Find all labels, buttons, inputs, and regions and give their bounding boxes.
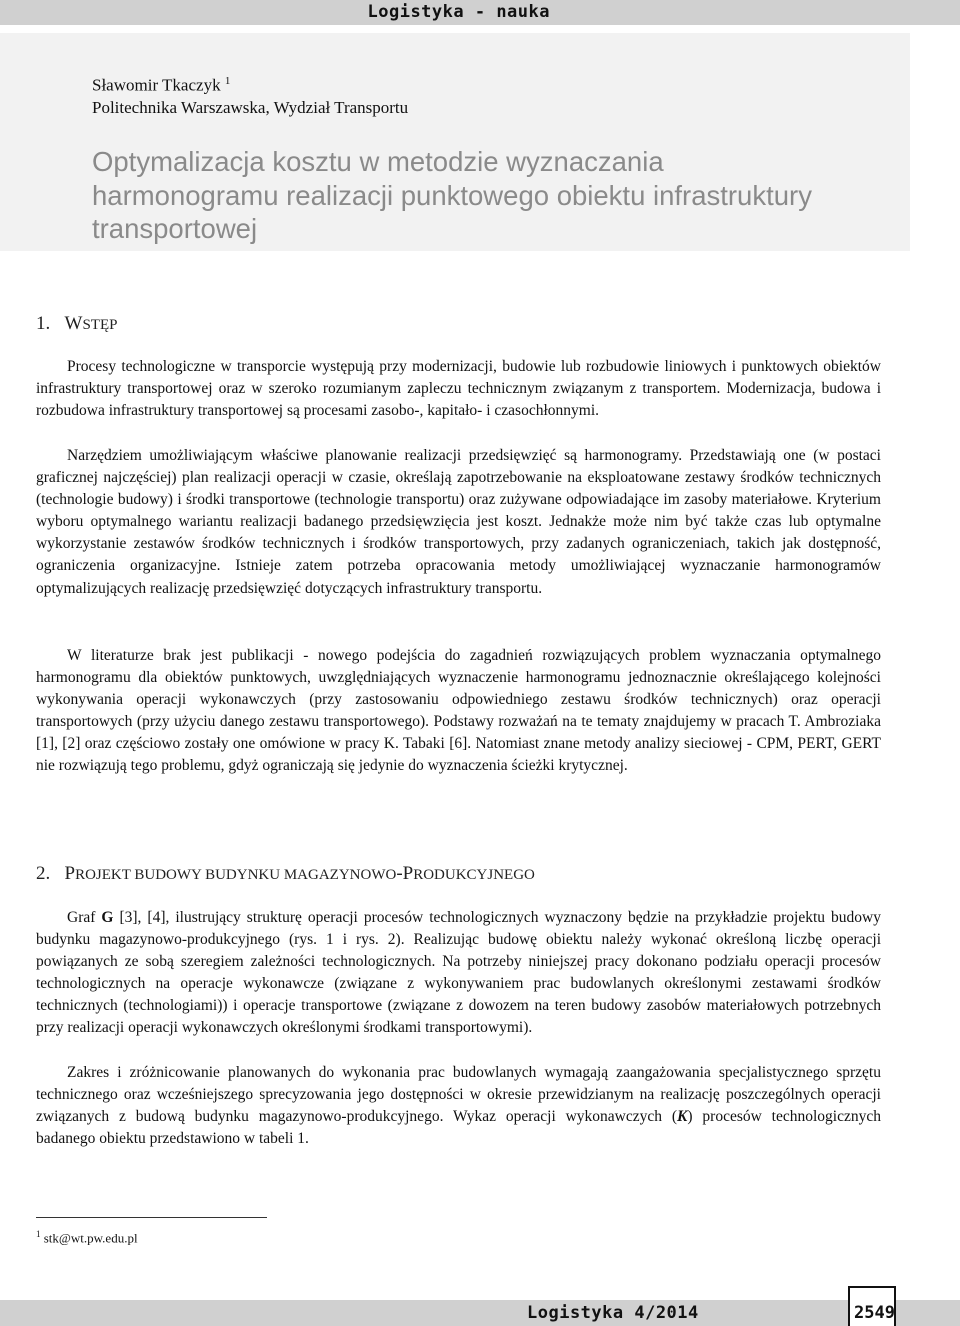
title-line-2: harmonogramu realizacji punktowego obiektu infrastruktury xyxy=(92,179,812,211)
section-1-paragraph-2: Narzędziem umożliwiającym właściwe planowanie realizacji przedsięwzięć są harmonogramy. Przedstawiają one (w postaci graficznej najczęściej) plan realizacji operacji w czasie, określają zapotrzebowanie na eksploatowane zestawy środków technicznych (technologie budowy) i środki transportowe (technologie transportu) oraz zużywane odpowiadające im zasoby materiałowe. Kryterium wyboru optymalnego wariantu realizacji badanego przedsięwzięcia jest koszt. Jednakże może nim być także czas lub optymalne wykorzystanie zestawów środków technicznych i środków transportowych, przy zadanych ograniczeniach, takich jak dostępność, ograniczenia organizacyjne. Istnieje zatem potrzeba opracowania metody umożliwiającej wyznaczanie harmonogramów optymalizujących realizację przedsięwzięć dotyczących infrastruktury transportu. xyxy=(36,447,881,597)
author-footnote-ref: 1 xyxy=(224,75,231,87)
p1-start: Graf xyxy=(67,909,102,926)
section-2-paragraph-2 xyxy=(36,1062,881,1150)
author-block xyxy=(92,70,408,119)
section-2-heading xyxy=(36,863,535,885)
footnote-separator xyxy=(36,1217,267,1218)
title-line-3: transportowej xyxy=(92,213,258,244)
p2-start: Zakres i zróżnicowanie planowanych do wykonania prac budowlanych wymagają zaangażowania specjalistycznego sprzętu technicznego oraz wcześniejszego sprecyzowania jego dostępności w okresie przewidzianym na realizację poszczególnych operacji związanych z budową budynku magazynowo-produkcyjnego. Wykaz operacji wykonawczych ( xyxy=(36,1064,881,1126)
journal-issue: Logistyka 4/2014 xyxy=(527,1303,699,1323)
article-title xyxy=(92,145,892,246)
graph-symbol-g: G xyxy=(101,909,114,926)
section-2-heading-part-2: RODUKCYJNEGO xyxy=(413,867,535,883)
author-affiliation: Politechnika Warszawska, Wydział Transportu xyxy=(92,97,409,117)
section-1-heading-initial: W xyxy=(64,313,83,334)
section-2-heading-part-1: ROJEKT BUDOWY BUDYNKU MAGAZYNOWO xyxy=(75,867,397,883)
author-name: Sławomir Tkaczyk xyxy=(92,75,221,95)
section-2-heading-initial: P xyxy=(64,863,76,884)
journal-header-bar xyxy=(0,0,960,25)
section-1-heading-rest: STĘP xyxy=(82,317,118,333)
journal-footer-bar xyxy=(0,1300,960,1326)
section-1-paragraph-3: W literaturze brak jest publikacji - nowego podejścia do zagadnień rozwiązujących problem wyznaczania optymalnego harmonogramu dla obiektów punktowych, uwzględniających wyznaczenie harmonogramu jednoznacznie określającego kolejności wykonywania operacji wykonawczych (przy zastosowaniu odpowiedniego zestawu środków technicznych) oraz operacji transportowych (przy użyciu danego zestawu transportowego). Podstawy rozważań na te tematy znajdujemy w pracach T. Ambroziaka [1], [2] oraz częściowo zostały one omówione w pracy K. Tabaki [6]. Natomiast znane metody analizy sieciowej - CPM, PERT, GERT nie rozwiązują tego problemu, gdyż ograniczają się jedynie do wyznaczenia ścieżki krytycznej. xyxy=(36,647,881,775)
section-1-heading xyxy=(36,313,117,335)
section-2-number: 2. xyxy=(36,863,51,884)
operations-symbol-k: K xyxy=(677,1108,688,1126)
section-1-number: 1. xyxy=(36,313,51,334)
p2-end: ) procesów technologicznych badanego obiektu przedstawiono w tabeli 1. xyxy=(36,1108,881,1148)
page-number: 2549 xyxy=(854,1303,895,1323)
footnote-email-link[interactable]: stk@wt.pw.edu.pl xyxy=(43,1230,138,1246)
title-line-1: Optymalizacja kosztu w metodzie wyznaczania xyxy=(92,146,664,177)
p1-rest: [3], [4], ilustrujący strukturę operacji procesów technologicznych wyznaczony będzie na przykładzie projektu budowy budynku magazynowo-produkcyjnego (rys. 1 i rys. 2). Realizując budowę obiektu należy wykonać określoną liczbę operacji powiązanych ze sobą szeregiem zależności technologicznych. Na potrzeby niniejszej pracy dokonano podziału operacji procesów technologicznych na operacje wykonawcze (związane z wykonywaniem prac budowlanych określonymi zestawami środków technicznych (technologiami)) i operacje transportowe (związane z dowozem na teren budowy zasobów materiałowych potrzebnych przy realizacji operacji wykonawczych określonymi środkami transportowymi). xyxy=(36,909,881,1037)
section-1-paragraph-1: Procesy technologiczne w transporcie występują przy modernizacji, budowie lub rozbudowie liniowych i punktowych obiektów infrastruktury transportowej oraz w szeroko rozumianym zapleczu technicznym związanym z transportem. Modernizacja, budowa i rozbudowa infrastruktury transportowej są procesami zasobo-, kapitało- i czasochłonnymi. xyxy=(36,358,881,420)
author-name-line xyxy=(92,70,408,97)
section-2-paragraph-1 xyxy=(36,907,881,1040)
page-number-box xyxy=(848,1286,896,1326)
journal-name: Logistyka - nauka xyxy=(367,2,550,22)
footnote-number: 1 xyxy=(36,1229,41,1239)
footnote xyxy=(36,1229,138,1246)
section-2-heading-dash: -P xyxy=(396,863,414,884)
